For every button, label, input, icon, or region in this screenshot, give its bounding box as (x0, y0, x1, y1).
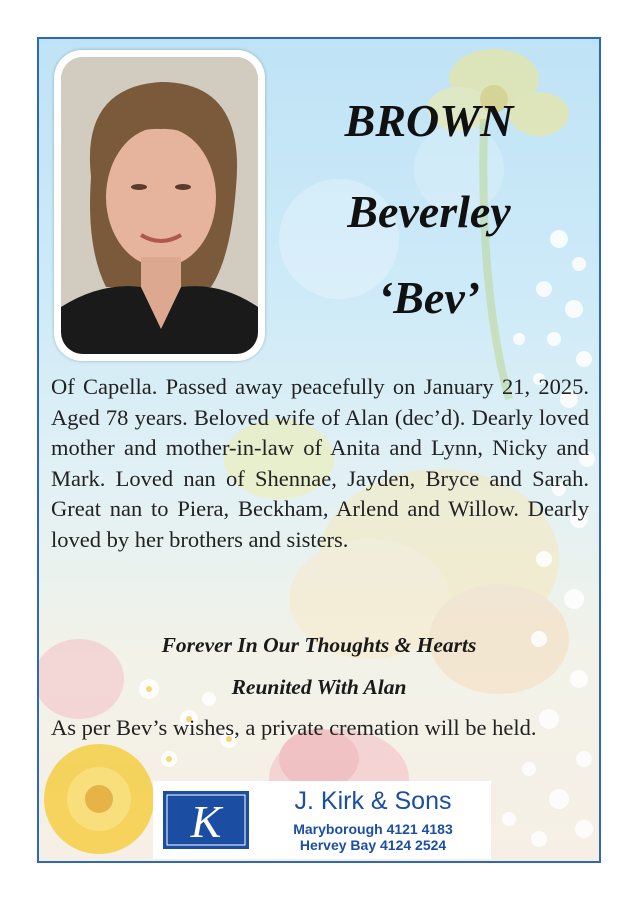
closing-text: As per Bev’s wishes, a private cremation will be held. (51, 715, 537, 740)
kirk-logo-mark (163, 791, 249, 849)
maryborough-phone: Maryborough 4121 4183 (293, 821, 453, 837)
portrait-frame (54, 50, 265, 361)
notice-body: Of Capella. Passed away peacefully on January 21, 2025. Aged 78 years. Beloved wife of Alan (dec’d). Dearly loved mother and mother-in-law of Anita and Lynn, Nicky and Mark. Loved nan of Shennae, Jayden, Bryce and Sarah. Great nan to Piera, Beckham, Arlend and Willow. Dearly loved by her brothers and sisters. (51, 374, 589, 552)
logo-letter: K (190, 796, 222, 847)
given-name: Beverley (347, 186, 511, 237)
surname: BROWN (344, 95, 514, 146)
notice-card (37, 37, 601, 863)
portrait-photo (61, 57, 258, 354)
verse-line-2: Reunited With Alan (231, 675, 407, 699)
funeral-director-logo (153, 781, 491, 859)
firm-name: J. Kirk & Sons (294, 787, 452, 815)
hervey-bay-phone: Hervey Bay 4124 2524 (299, 837, 447, 853)
verse-line-1: Forever In Our Thoughts & Hearts (161, 633, 477, 657)
nickname: ‘Bev’ (377, 272, 481, 323)
